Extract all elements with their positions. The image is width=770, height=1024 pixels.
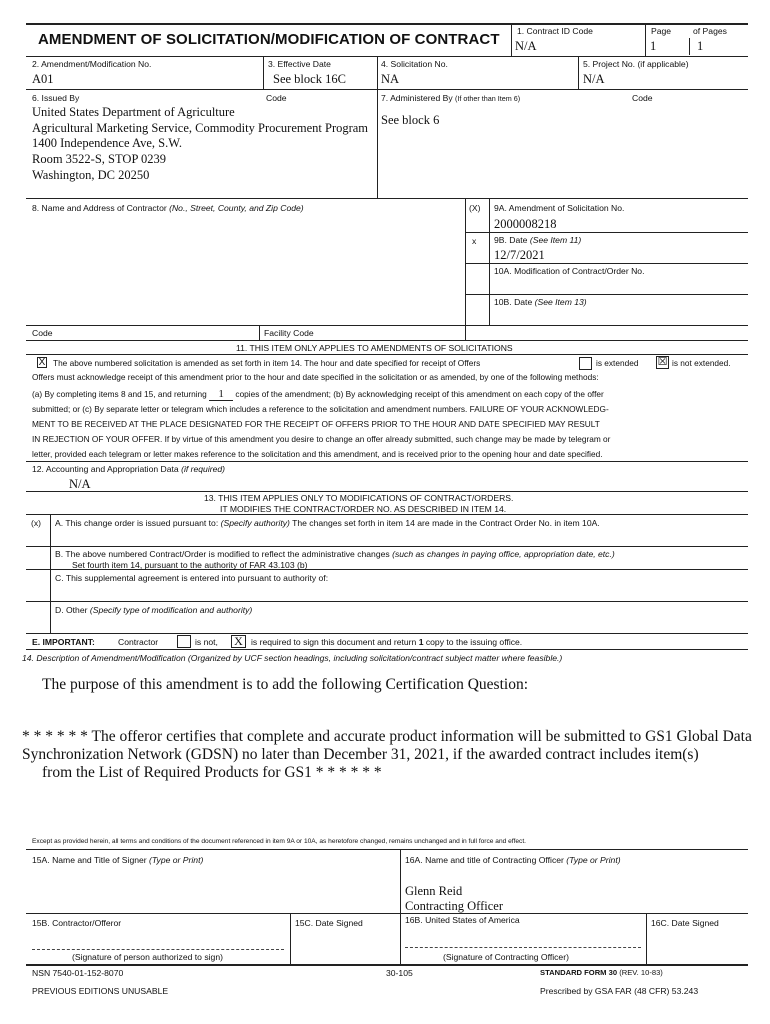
administered-by-value: See block 6 <box>381 113 440 127</box>
page-label: Page <box>651 26 672 36</box>
contractor-date-signed-label: 15C. Date Signed <box>295 918 363 928</box>
section-11-line7: letter, provided each telegram or letter makes reference to the solicitation and this amendment, and is received prior to the opening hour and date specified. <box>32 449 603 459</box>
previous-editions-note: PREVIOUS EDITIONS UNUSABLE <box>32 986 169 996</box>
purpose-statement: The purpose of this amendment is to add the following Certification Question: <box>42 676 529 693</box>
officer-signature-caption: (Signature of Contracting Officer) <box>443 952 569 962</box>
date-9b-label: 9B. Date (See Item 11) <box>494 235 582 245</box>
modification-contract-label: 10A. Modification of Contract/Order No. <box>494 266 645 276</box>
officer-signature-line[interactable] <box>405 947 641 948</box>
effective-date-label: 3. Effective Date <box>268 59 331 69</box>
effective-date-value: See block 16C <box>273 72 346 86</box>
contractor-offeror-label: 15B. Contractor/Offeror <box>32 918 122 928</box>
amendment-solicitation-value: 2000008218 <box>494 217 557 231</box>
date-10b-label: 10B. Date (See Item 13) <box>494 297 587 307</box>
section-13-heading-1: 13. THIS ITEM APPLIES ONLY TO MODIFICATIONS OF CONTRACT/ORDERS. <box>204 493 514 503</box>
address-line: United States Department of Agriculture <box>32 105 235 119</box>
not-extended-label: is not extended. <box>672 358 731 368</box>
section-13-heading-2: IT MODIFIES THE CONTRACT/ORDER NO. AS DESCRIBED IN ITEM 14. <box>220 504 507 514</box>
address-line: Room 3522-S, STOP 0239 <box>32 152 167 166</box>
contracting-officer-label: 16A. Name and title of Contracting Officer (Type or Print) <box>405 855 621 865</box>
signer-name-label: 15A. Name and Title of Signer (Type or Print) <box>32 855 204 865</box>
extended-checkbox[interactable] <box>579 357 592 370</box>
copies-count: 1 <box>209 388 233 401</box>
form-number: 30-105 <box>386 968 413 978</box>
facility-code-label: Facility Code <box>264 328 314 338</box>
nsn-number: NSN 7540-01-152-8070 <box>32 968 124 978</box>
section-13-c: C. This supplemental agreement is entered into pursuant to authority of: <box>55 573 329 583</box>
contractor-word: Contractor <box>118 637 159 647</box>
is-not-checkbox[interactable] <box>177 635 191 648</box>
solicitation-no-value: NA <box>381 72 400 86</box>
issued-by-label: 6. Issued By <box>32 93 80 103</box>
section-11-line1: The above numbered solicitation is amended as set forth in item 14. The hour and date specified for receipt of Offers <box>53 358 481 368</box>
administered-by-code-label: Code <box>632 93 653 103</box>
project-no-label: 5. Project No. (if applicable) <box>583 59 689 69</box>
important-label: E. IMPORTANT: <box>32 637 95 647</box>
extended-label: is extended <box>596 358 639 368</box>
is-required-checkbox[interactable]: X <box>231 635 246 648</box>
contract-id-value: N/A <box>515 39 537 53</box>
contract-id-label: 1. Contract ID Code <box>517 26 593 36</box>
contracting-officer-name: Glenn Reid <box>405 884 463 898</box>
not-extended-checkbox[interactable]: ☒ <box>657 356 668 368</box>
address-line: Agricultural Marketing Service, Commodity Procurement Program <box>32 121 369 135</box>
section-13-d: D. Other (Specify type of modification and authority) <box>55 605 253 615</box>
section-11-line2: Offers must acknowledge receipt of this amendment prior to the hour and date specified in the solicitation or as amended, by one of the following methods: <box>32 372 599 382</box>
date-9b-mark: x <box>472 236 477 246</box>
x-column-label: (X) <box>469 203 481 213</box>
address-line: 1400 Independence Ave, S.W. <box>32 136 182 150</box>
solicitation-no-label: 4. Solicitation No. <box>381 59 448 69</box>
section-11-heading: 11. THIS ITEM ONLY APPLIES TO AMENDMENTS OF SOLICITATIONS <box>236 343 513 353</box>
amended-checkbox[interactable]: X <box>38 357 46 368</box>
section-11-line6: IN REJECTION OF YOUR OFFER. If by virtue of this amendment you desire to change an offer already submitted, such change may be made by telegram or <box>32 434 611 444</box>
section-11-line4: submitted; or (c) By separate letter or telegram which includes a reference to the solicitation and amendment numbers. FAILURE OF YOUR ACKNOWLEDG- <box>32 404 609 414</box>
contractor-signature-caption: (Signature of person authorized to sign) <box>72 952 223 962</box>
administered-by-label: 7. Administered By (If other than Item 6) <box>381 93 521 103</box>
accounting-data-value: N/A <box>69 477 91 491</box>
description-label: 14. Description of Amendment/Modification (Organized by UCF section headings, including solicitation/contract subject matter where feasible.) <box>22 653 563 663</box>
contractor-signature-line[interactable] <box>32 949 284 950</box>
section-13-x-label: (x) <box>31 518 42 528</box>
officer-date-signed-label: 16C. Date Signed <box>651 918 719 928</box>
section-11-line3: (a) By completing items 8 and 15, and returning 1 copies of the amendment; (b) By acknowledging receipt of this amendment on each copy of the offer <box>32 388 604 400</box>
form-title: AMENDMENT OF SOLICITATION/MODIFICATION OF CONTRACT <box>38 31 500 48</box>
date-9b-value: 12/7/2021 <box>494 248 545 262</box>
terms-unchanged-note: Except as provided herein, all terms and conditions of the document referenced in item 9A or 10A, as heretofore changed, remains unchanged and in full force and effect. <box>32 838 526 845</box>
certification-line-2: Synchronization Network (GDSN) no later than December 31, 2021, if the awarded contract includes item(s) <box>22 746 699 763</box>
contractor-label: 8. Name and Address of Contractor (No., Street, County, and Zip Code) <box>32 203 304 213</box>
usa-label: 16B. United States of America <box>405 915 520 925</box>
certification-line-1: * * * * * * The offeror certifies that complete and accurate product information will be submitted to GS1 Global Data <box>22 728 752 745</box>
is-required-text: is required to sign this document and return 1 copy to the issuing office. <box>251 637 523 647</box>
section-13-a: A. This change order is issued pursuant to: (Specify authority) The changes set forth in item 14 are made in the Contract Order No. in item 10A. <box>55 518 600 528</box>
section-11-line5: MENT TO BE RECEIVED AT THE PLACE DESIGNATED FOR THE RECEIPT OF OFFERS PRIOR TO THE HOUR AND DATE SPECIFIED MAY RESULT <box>32 419 600 429</box>
of-pages-label: of Pages <box>693 26 727 36</box>
amendment-no-value: A01 <box>32 72 54 86</box>
section-13-b-authority: Set fourth item 14, pursuant to the authority of FAR 43.103 (b) <box>72 560 308 570</box>
code-label-bottom: Code <box>32 328 53 338</box>
standard-form-label: STANDARD FORM 30 (REV. 10-83) <box>540 968 663 977</box>
prescribed-by-note: Prescribed by GSA FAR (48 CFR) 53.243 <box>540 986 699 996</box>
address-line: Washington, DC 20250 <box>32 168 150 182</box>
certification-line-3: from the List of Required Products for GS1 * * * * * * <box>42 764 382 781</box>
is-not-label: is not, <box>195 637 218 647</box>
of-pages-value: 1 <box>697 39 704 53</box>
accounting-data-label: 12. Accounting and Appropriation Data (if required) <box>32 464 226 474</box>
issued-by-code-label: Code <box>266 93 287 103</box>
amendment-solicitation-label: 9A. Amendment of Solicitation No. <box>494 203 625 213</box>
section-13-b: B. The above numbered Contract/Order is modified to reflect the administrative changes (such as changes in paying office, appropriation date, etc.) <box>55 549 615 559</box>
project-no-value: N/A <box>583 72 605 86</box>
page-value: 1 <box>650 39 657 53</box>
amendment-no-label: 2. Amendment/Modification No. <box>32 59 152 69</box>
contracting-officer-title: Contracting Officer <box>405 899 503 913</box>
